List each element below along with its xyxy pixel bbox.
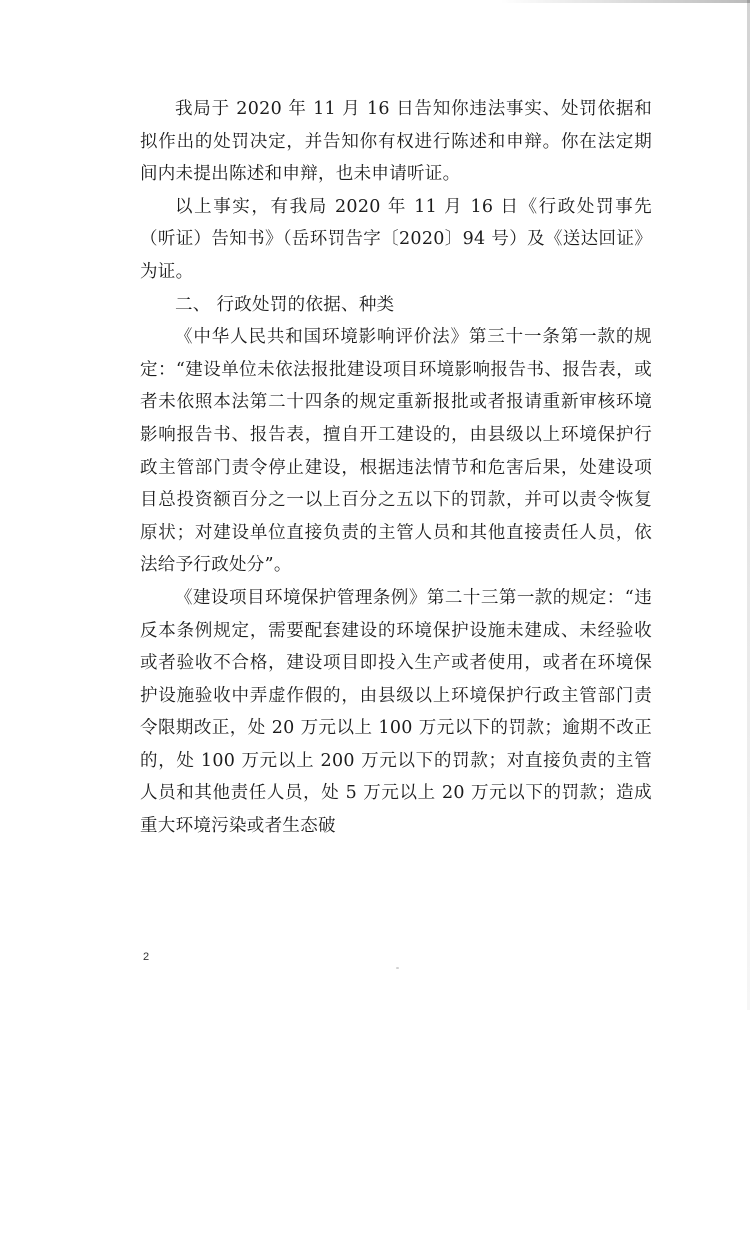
paragraph-eia-law: 《中华人民共和国环境影响评价法》第三十一条第一款的规定：“建设单位未依法报批建设项目环境影响报告书、报告表，或者未依照本法第二十四条的规定重新报批或者报请重新审核环境影响报告书、报告表，擅自开工建设的，由县级以上环境保护行政主管部门责令停止建设，根据违法情节和危害后果，处建设项目总投资额百分之一以上百分之五以下的罚款，并可以责令恢复原状；对建设单位直接负责的主管人员和其他直接责任人员，依法给予行政处分”。 — [140, 327, 652, 576]
scan-edge-top — [500, 0, 750, 3]
scan-dust — [396, 967, 399, 969]
section-heading-basis: 二、 行政处罚的依据、种类 — [175, 294, 395, 315]
page-number: 2 — [143, 951, 150, 963]
paragraph-evidence: 以上事实，有我局 2020 年 11 月 16 日《行政处罚事先（听证）告知书》（岳环罚告字〔2020〕94 号）及《送达回证》为证。 — [140, 196, 652, 282]
document-body — [140, 93, 652, 843]
paragraph-notification: 我局于 2020 年 11 月 16 日告知你违法事实、处罚依据和拟作出的处罚决定，并告知你有权进行陈述和申辩。你在法定期间内未提出陈述和申辩，也未申请听证。 — [140, 99, 652, 185]
paragraph-regulation: 《建设项目环境保护管理条例》第二十三第一款的规定：“违反本条例规定，需要配套建设的环境保护设施未建成、未经验收或者验收不合格，建设项目即投入生产或者使用，或者在环境保护设施验收中弄虚作假的，由县级以上环境保护行政主管部门责令限期改正，处 20 万元以上 100 万元以下的罚款；逾期不改正的，处 100 万元以上 200 万元以下的罚款；对直接负责的主管人员和其他责任人员，处 5 万元以上 20 万元以下的罚款；造成重大环境污染或者生态破 — [140, 587, 652, 837]
